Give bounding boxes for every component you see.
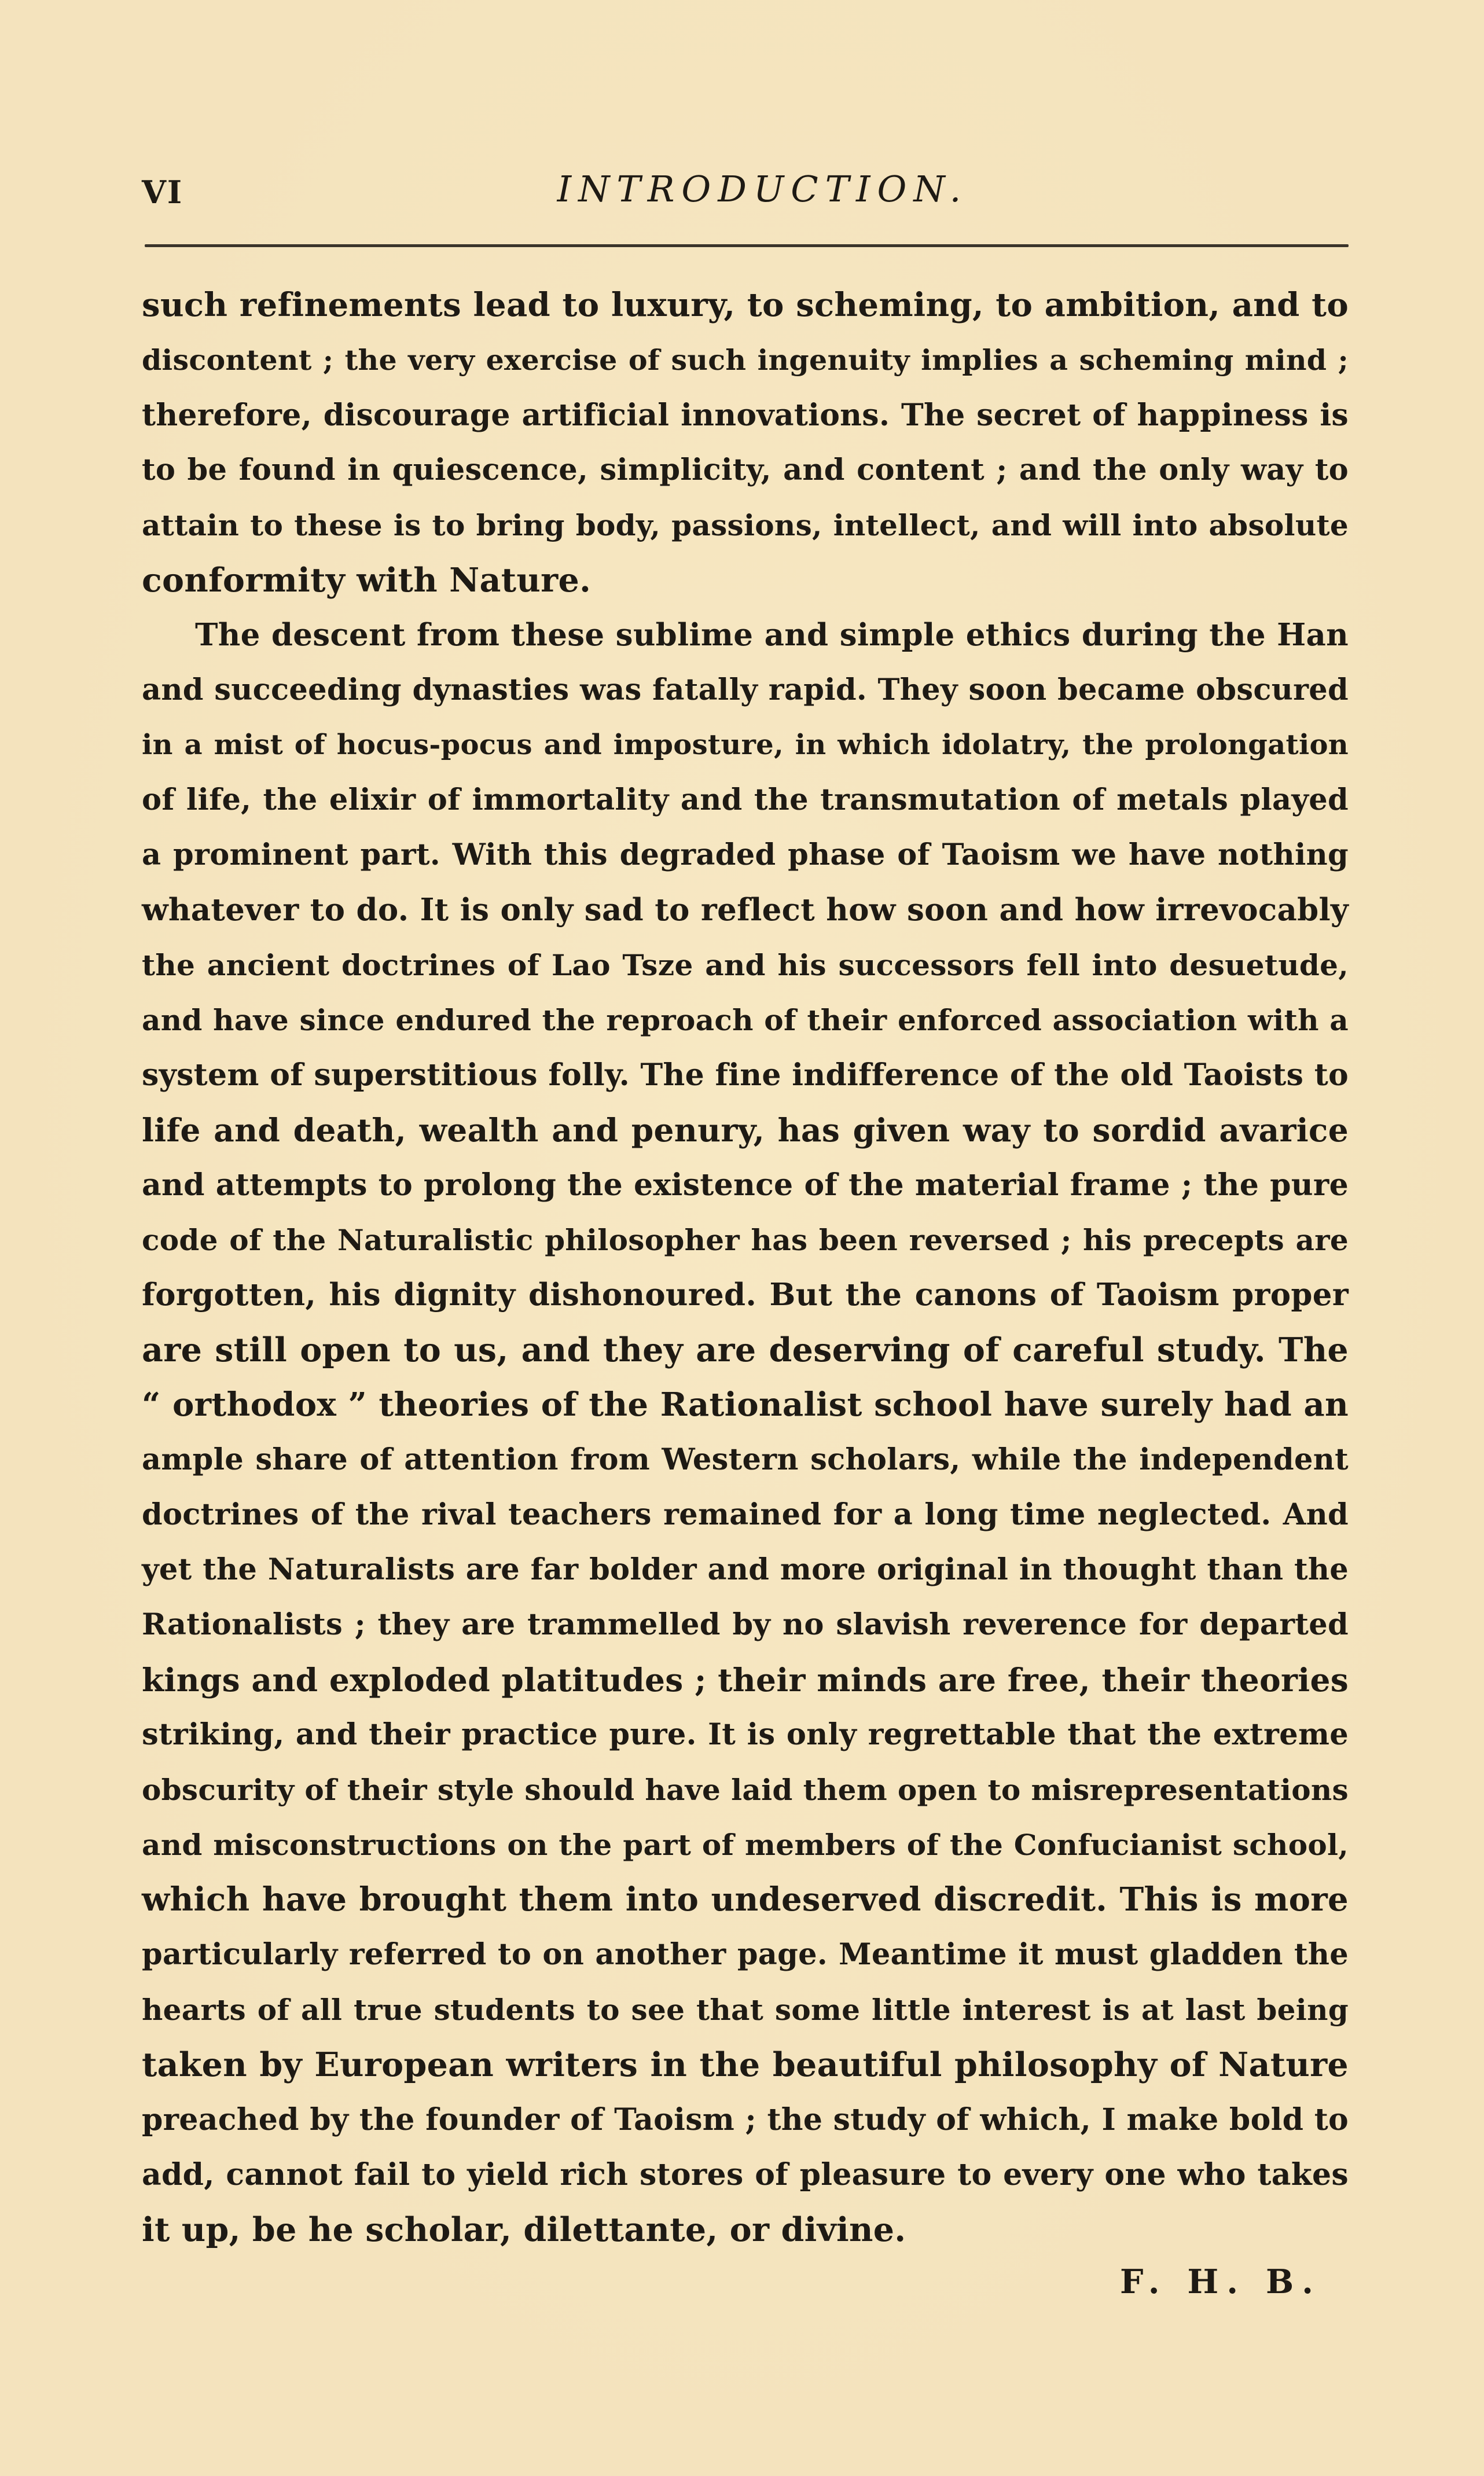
text-line: system of superstitious folly. The fine indifference of the old Taoists to — [142, 1057, 1349, 1093]
text-line: it up, be he scholar, dilettante, or divine. — [142, 2210, 906, 2249]
text-line: hearts of all true students to see that some little interest is at last being — [142, 1993, 1349, 2027]
text-line: Rationalists ; they are trammelled by no slavish reverence for departed — [142, 1607, 1349, 1642]
text-line: ample share of attention from Western scholars, while the independent — [142, 1442, 1349, 1477]
text-line: code of the Naturalistic philosopher has been reversed ; his precepts are — [142, 1223, 1349, 1257]
body-text — [142, 278, 1349, 2257]
text-line: conformity with Nature. — [142, 561, 592, 600]
text-line: kings and exploded platitudes ; their minds are free, their theories — [142, 1661, 1349, 1699]
text-line: and succeeding dynasties was fatally rapid. They soon became obscured — [142, 673, 1349, 707]
text-line: add, cannot fail to yield rich stores of pleasure to every one who takes — [142, 2157, 1349, 2192]
text-line: such refinements lead to luxury, to scheming, to ambition, and to — [142, 286, 1349, 324]
text-line: in a mist of hocus-pocus and imposture, in which idolatry, the prolongation — [142, 729, 1349, 761]
text-line: preached by the founder of Taoism ; the study of which, I make bold to — [142, 2102, 1349, 2137]
text-line: attain to these is to bring body, passions, intellect, and will into absolute — [142, 508, 1349, 542]
running-title: INTRODUCTION. — [557, 168, 968, 210]
text-line: whatever to do. It is only sad to reflect how soon and how irrevocably — [142, 892, 1349, 928]
text-line: “ orthodox ” theories of the Rationalist school have surely had an — [142, 1386, 1349, 1424]
text-line: life and death, wealth and penury, has given way to sordid avarice — [142, 1111, 1349, 1149]
text-line: of life, the elixir of immortality and the transmutation of metals played — [142, 783, 1349, 817]
page-number: VI — [142, 174, 183, 211]
text-line: The descent from these sublime and simple ethics during the Han — [195, 617, 1349, 653]
text-line: therefore, discourage artificial innovations. The secret of happiness is — [142, 398, 1349, 433]
text-line: particularly referred to on another page. Meantime it must gladden the — [142, 1937, 1349, 1972]
text-line: striking, and their practice pure. It is only regrettable that the extreme — [142, 1717, 1349, 1752]
text-line: and have since endured the reproach of their enforced association with a — [142, 1003, 1349, 1037]
text-line: are still open to us, and they are deserving of careful study. The — [142, 1331, 1349, 1369]
text-line: and attempts to prolong the existence of the material frame ; the pure — [142, 1167, 1349, 1203]
text-line: and misconstructions on the part of members of the Confucianist school, — [142, 1828, 1349, 1862]
text-line: a prominent part. With this degraded phase of Taoism we have nothing — [142, 837, 1349, 872]
paragraph-1 — [142, 278, 1349, 608]
text-line: yet the Naturalists are far bolder and more original in thought than the — [142, 1552, 1349, 1587]
text-line: obscurity of their style should have laid them open to misrepresentations — [142, 1773, 1349, 1807]
page-header — [142, 168, 1349, 220]
text-line: doctrines of the rival teachers remained for a long time neglected. And — [142, 1497, 1349, 1532]
text-line: the ancient doctrines of Lao Tsze and his successors fell into desuetude, — [142, 948, 1349, 982]
text-line: which have brought them into undeserved discredit. This is more — [142, 1880, 1349, 1919]
author-initials: F. H. B. — [1120, 2262, 1321, 2301]
text-line: forgotten, his dignity dishonoured. But the canons of Taoism proper — [142, 1277, 1349, 1313]
text-line: taken by European writers in the beautiful philosophy of Nature — [142, 2045, 1349, 2084]
text-line: to be found in quiescence, simplicity, and content ; and the only way to — [142, 453, 1349, 487]
header-rule — [145, 244, 1349, 247]
paragraph-2 — [142, 608, 1349, 2257]
text-line: discontent ; the very exercise of such ingenuity implies a scheming mind ; — [142, 343, 1349, 377]
